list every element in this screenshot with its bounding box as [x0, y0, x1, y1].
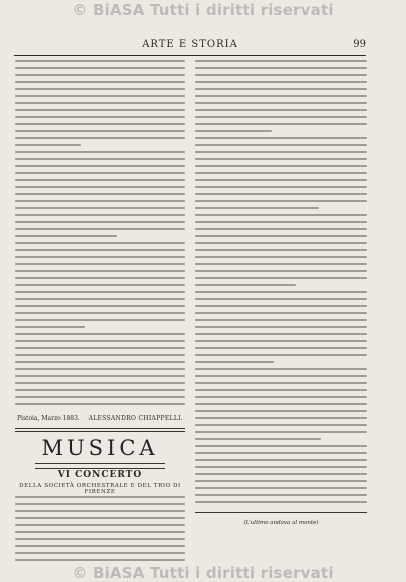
text-line: [15, 81, 185, 83]
text-line: [15, 291, 185, 293]
text-line: [195, 214, 367, 216]
text-line: [15, 333, 185, 335]
text-line: [195, 403, 367, 405]
text-line: [195, 375, 367, 377]
text-line: [15, 559, 185, 561]
text-line: [195, 270, 367, 272]
text-line: [15, 545, 185, 547]
text-line: [15, 389, 185, 391]
text-line: [15, 503, 185, 505]
section-divider: [15, 428, 185, 429]
text-line: [195, 305, 367, 307]
text-line: [15, 312, 185, 314]
text-line: [195, 361, 274, 363]
text-line: [195, 81, 367, 83]
text-line: [15, 263, 185, 265]
text-line: [15, 109, 185, 111]
text-line: [15, 524, 185, 526]
text-line: [195, 74, 367, 76]
article-body-right: [195, 60, 367, 503]
section-title: MUSICA: [41, 436, 159, 460]
text-line: [15, 403, 185, 405]
text-line: [195, 466, 367, 468]
watermark-bottom: [0, 564, 406, 582]
text-line: [195, 102, 367, 104]
text-line: [195, 452, 367, 454]
text-line: [15, 95, 185, 97]
text-line: [15, 277, 185, 279]
text-line: [195, 312, 367, 314]
text-line: [195, 347, 367, 349]
text-line: [195, 431, 367, 433]
text-line: [195, 151, 367, 153]
section-divider-double: [15, 431, 185, 432]
text-line: [15, 368, 185, 370]
text-line: [195, 207, 319, 209]
text-line: [15, 396, 185, 398]
text-line: [15, 74, 185, 76]
article-body-left: [15, 60, 185, 405]
footer-note: (L'ultimo andava al monte): [243, 520, 319, 526]
text-line: [195, 389, 367, 391]
text-line: [15, 214, 185, 216]
watermark-top: [0, 1, 406, 19]
left-column: [15, 60, 185, 530]
text-line: [15, 67, 185, 69]
text-line: [195, 123, 367, 125]
text-line: [195, 116, 367, 118]
text-line: [195, 60, 367, 62]
text-line: [15, 256, 185, 258]
concert-title: VI CONCERTO: [57, 470, 143, 480]
text-line: [15, 88, 185, 90]
text-line: [195, 445, 367, 447]
concert-subtitle: DELLA SOCIETÀ ORCHESTRALE E DEL TRIO DI FIRENZE: [19, 483, 181, 495]
text-line: [195, 319, 367, 321]
text-line: [195, 186, 367, 188]
signature-author: ALESSANDRO CHIAPPELLI.: [88, 415, 183, 422]
signature-place-date: Pistoia, Marzo 1883.: [17, 415, 80, 422]
text-line: [195, 333, 367, 335]
text-line: [195, 473, 367, 475]
text-line: [195, 277, 367, 279]
text-line: [15, 531, 185, 533]
text-line: [15, 235, 117, 237]
text-line: [15, 200, 185, 202]
text-line: [15, 60, 185, 62]
text-line: [195, 200, 367, 202]
text-line: [15, 249, 185, 251]
text-line: [195, 417, 367, 419]
text-line: [15, 207, 185, 209]
text-line: [195, 228, 367, 230]
text-line: [15, 158, 185, 160]
concert-review-body: [15, 496, 185, 566]
text-line: [195, 165, 367, 167]
ornament-rule: [35, 463, 165, 469]
text-line: [195, 438, 321, 440]
text-line: [15, 172, 185, 174]
text-line: [195, 291, 367, 293]
text-line: [195, 368, 367, 370]
text-line: [15, 123, 185, 125]
text-line: [15, 270, 185, 272]
text-line: [195, 480, 367, 482]
text-line: [15, 340, 185, 342]
text-line: [195, 487, 367, 489]
text-line: [195, 95, 367, 97]
text-line: [195, 284, 296, 286]
text-line: [15, 305, 185, 307]
text-line: [195, 298, 367, 300]
text-line: [195, 459, 367, 461]
text-line: [15, 186, 185, 188]
text-line: [195, 354, 367, 356]
text-line: [195, 130, 272, 132]
journal-title: ARTE E STORIA: [142, 39, 238, 50]
text-line: [195, 193, 367, 195]
text-line: [195, 179, 367, 181]
text-line: [15, 137, 185, 139]
text-line: [15, 361, 185, 363]
text-line: [195, 340, 367, 342]
text-line: [195, 88, 367, 90]
text-line: [15, 326, 85, 328]
text-line: [15, 151, 185, 153]
text-line: [195, 494, 367, 496]
text-line: [195, 326, 367, 328]
text-line: [15, 102, 185, 104]
text-line: [15, 242, 185, 244]
text-line: [195, 382, 367, 384]
text-line: [195, 221, 367, 223]
text-line: [15, 538, 185, 540]
text-line: [15, 284, 185, 286]
text-line: [195, 158, 367, 160]
text-line: [195, 501, 367, 503]
text-line: [15, 517, 185, 519]
text-line: [195, 109, 367, 111]
right-column: [195, 60, 367, 530]
text-line: [15, 193, 185, 195]
page-number: 99: [353, 39, 366, 50]
watermark-text: © BiASA Tutti i diritti riservati: [72, 1, 334, 19]
text-line: [15, 319, 185, 321]
text-line: [195, 172, 367, 174]
text-line: [15, 347, 185, 349]
text-line: [195, 242, 367, 244]
text-line: [15, 354, 185, 356]
text-line: [15, 298, 185, 300]
text-line: [195, 410, 367, 412]
text-line: [195, 424, 367, 426]
watermark-text: © BiASA Tutti i diritti riservati: [72, 564, 334, 582]
text-line: [15, 221, 185, 223]
text-line: [15, 179, 185, 181]
footer-rule: [195, 512, 367, 513]
text-line: [15, 496, 185, 498]
text-line: [195, 256, 367, 258]
text-line: [15, 116, 185, 118]
text-line: [15, 375, 185, 377]
running-header: [14, 39, 366, 56]
text-line: [15, 144, 81, 146]
text-line: [15, 228, 185, 230]
text-line: [15, 165, 185, 167]
text-line: [15, 552, 185, 554]
text-line: [195, 396, 367, 398]
text-line: [195, 67, 367, 69]
text-line: [15, 382, 185, 384]
text-line: [195, 137, 367, 139]
text-line: [195, 263, 367, 265]
text-line: [195, 249, 367, 251]
text-line: [15, 130, 185, 132]
text-line: [195, 144, 367, 146]
text-line: [195, 235, 367, 237]
text-line: [15, 510, 185, 512]
